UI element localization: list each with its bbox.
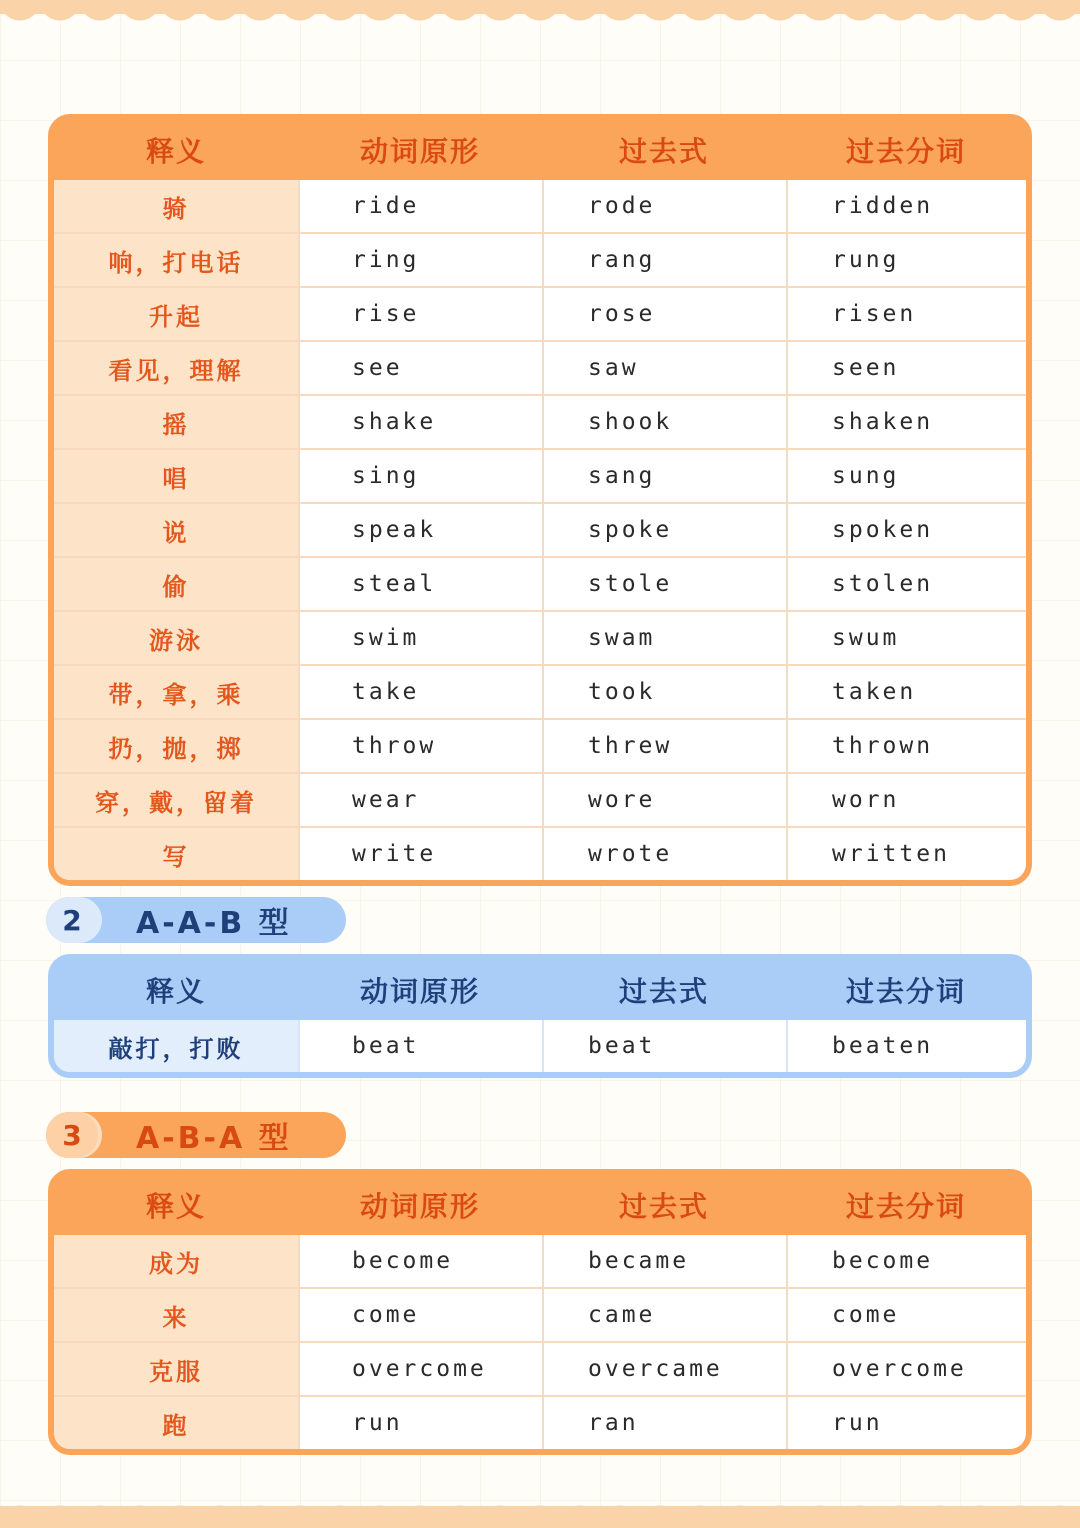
base-form-cell: steal (298, 558, 542, 610)
base-form-cell: come (298, 1289, 542, 1341)
header-past-participle: 过去分词 (845, 975, 966, 1008)
past-participle-cell: run (786, 1397, 1026, 1449)
header-base-form: 动词原形 (359, 975, 480, 1008)
past-participle-cell: risen (786, 288, 1026, 340)
table-row (54, 286, 1026, 340)
past-tense-cell: rode (542, 180, 786, 232)
base-form-cell: shake (298, 396, 542, 448)
meaning-cell: 克服 (54, 1343, 298, 1395)
past-tense-cell: overcame (542, 1343, 786, 1395)
past-participle-cell: thrown (786, 720, 1026, 772)
bottom-wave-band (0, 1506, 1080, 1528)
past-tense-cell: ran (542, 1397, 786, 1449)
past-participle-cell: rung (786, 234, 1026, 286)
header-base-form: 动词原形 (359, 135, 480, 168)
table-row (54, 1287, 1026, 1341)
table-header (54, 120, 1026, 180)
past-participle-cell: beaten (786, 1020, 1026, 1072)
header-meaning: 释义 (145, 975, 206, 1008)
past-participle-cell: come (786, 1289, 1026, 1341)
header-meaning: 释义 (145, 135, 206, 168)
meaning-cell: 唱 (54, 450, 298, 502)
table-row (54, 664, 1026, 718)
past-tense-cell: rose (542, 288, 786, 340)
meaning-cell: 偷 (54, 558, 298, 610)
header-past-participle: 过去分词 (845, 1190, 966, 1223)
past-tense-cell: stole (542, 558, 786, 610)
base-form-cell: swim (298, 612, 542, 664)
section-tag-aba (46, 1112, 346, 1158)
table-header (54, 960, 1026, 1020)
table-row (54, 772, 1026, 826)
past-participle-cell: sung (786, 450, 1026, 502)
top-wave-decoration (0, 0, 1080, 38)
table-row (54, 1341, 1026, 1395)
base-form-cell: write (298, 828, 542, 880)
meaning-cell: 响，打电话 (54, 234, 298, 286)
past-participle-cell: ridden (786, 180, 1026, 232)
meaning-cell: 跑 (54, 1397, 298, 1449)
section-title: A-B-A 型 (136, 1121, 292, 1156)
table-row (54, 232, 1026, 286)
meaning-cell: 扔，抛，掷 (54, 720, 298, 772)
past-tense-cell: rang (542, 234, 786, 286)
table-body (54, 180, 1026, 880)
table-row (54, 1020, 1026, 1072)
base-form-cell: wear (298, 774, 542, 826)
meaning-cell: 说 (54, 504, 298, 556)
past-participle-cell: swum (786, 612, 1026, 664)
past-tense-cell: spoke (542, 504, 786, 556)
meaning-cell: 穿，戴，留着 (54, 774, 298, 826)
past-tense-cell: came (542, 1289, 786, 1341)
section-number: 2 (46, 897, 98, 943)
past-tense-cell: swam (542, 612, 786, 664)
past-participle-cell: seen (786, 342, 1026, 394)
base-form-cell: see (298, 342, 542, 394)
table-row (54, 448, 1026, 502)
header-past-tense: 过去式 (618, 135, 709, 168)
table-header (54, 1175, 1026, 1235)
past-tense-cell: saw (542, 342, 786, 394)
verb-table-2 (48, 954, 1032, 1078)
meaning-cell: 带，拿，乘 (54, 666, 298, 718)
table-row (54, 1395, 1026, 1449)
table-row (54, 502, 1026, 556)
table-row (54, 394, 1026, 448)
past-tense-cell: threw (542, 720, 786, 772)
meaning-cell: 成为 (54, 1235, 298, 1287)
table-row (54, 826, 1026, 880)
past-tense-cell: wrote (542, 828, 786, 880)
past-participle-cell: taken (786, 666, 1026, 718)
base-form-cell: take (298, 666, 542, 718)
meaning-cell: 游泳 (54, 612, 298, 664)
past-tense-cell: became (542, 1235, 786, 1287)
header-past-tense: 过去式 (618, 1190, 709, 1223)
base-form-cell: beat (298, 1020, 542, 1072)
base-form-cell: ride (298, 180, 542, 232)
meaning-cell: 敲打，打败 (54, 1020, 298, 1072)
meaning-cell: 骑 (54, 180, 298, 232)
past-tense-cell: beat (542, 1020, 786, 1072)
meaning-cell: 看见，理解 (54, 342, 298, 394)
section-number: 3 (46, 1112, 98, 1158)
section-tag-aab (46, 897, 346, 943)
base-form-cell: run (298, 1397, 542, 1449)
base-form-cell: speak (298, 504, 542, 556)
past-participle-cell: become (786, 1235, 1026, 1287)
base-form-cell: overcome (298, 1343, 542, 1395)
past-participle-cell: overcome (786, 1343, 1026, 1395)
header-past-participle: 过去分词 (845, 135, 966, 168)
past-tense-cell: wore (542, 774, 786, 826)
header-past-tense: 过去式 (618, 975, 709, 1008)
table-row (54, 180, 1026, 232)
table-row (54, 610, 1026, 664)
table-row (54, 340, 1026, 394)
past-tense-cell: took (542, 666, 786, 718)
base-form-cell: throw (298, 720, 542, 772)
meaning-cell: 升起 (54, 288, 298, 340)
past-tense-cell: sang (542, 450, 786, 502)
past-participle-cell: shaken (786, 396, 1026, 448)
base-form-cell: sing (298, 450, 542, 502)
table-row (54, 556, 1026, 610)
table-row (54, 1235, 1026, 1287)
past-participle-cell: stolen (786, 558, 1026, 610)
meaning-cell: 写 (54, 828, 298, 880)
past-tense-cell: shook (542, 396, 786, 448)
past-participle-cell: spoken (786, 504, 1026, 556)
base-form-cell: rise (298, 288, 542, 340)
header-meaning: 释义 (145, 1190, 206, 1223)
base-form-cell: ring (298, 234, 542, 286)
table-row (54, 718, 1026, 772)
table-body (54, 1235, 1026, 1449)
table-body (54, 1020, 1026, 1072)
header-base-form: 动词原形 (359, 1190, 480, 1223)
meaning-cell: 来 (54, 1289, 298, 1341)
meaning-cell: 摇 (54, 396, 298, 448)
past-participle-cell: written (786, 828, 1026, 880)
past-participle-cell: worn (786, 774, 1026, 826)
verb-table-1 (48, 114, 1032, 886)
base-form-cell: become (298, 1235, 542, 1287)
section-title: A-A-B 型 (136, 906, 292, 941)
verb-table-3 (48, 1169, 1032, 1455)
